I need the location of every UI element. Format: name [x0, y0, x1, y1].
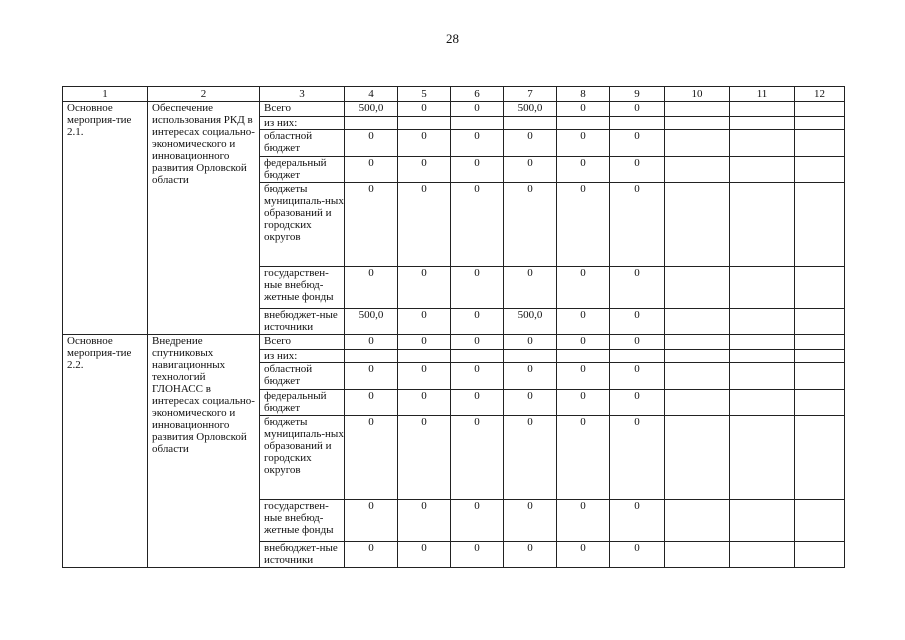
value-cell: 0	[398, 183, 451, 267]
header-row	[63, 87, 845, 102]
value-cell	[504, 350, 557, 363]
value-cell	[504, 117, 557, 130]
value-cell: 0	[557, 363, 610, 390]
value-cell	[345, 350, 398, 363]
empty-cell	[730, 117, 795, 130]
event-cell: Основное мероприя-тие 2.1.	[63, 102, 148, 335]
value-cell: 0	[504, 542, 557, 568]
empty-cell	[665, 183, 730, 267]
value-cell: 0	[557, 157, 610, 183]
value-cell: 0	[398, 267, 451, 309]
header-cell: 11	[730, 87, 795, 102]
value-cell: 0	[398, 500, 451, 542]
header-cell: 2	[148, 87, 260, 102]
value-cell: 0	[504, 130, 557, 157]
empty-cell	[795, 183, 845, 267]
value-cell: 0	[345, 157, 398, 183]
empty-cell	[730, 267, 795, 309]
header-cell: 10	[665, 87, 730, 102]
header-cell: 9	[610, 87, 665, 102]
value-cell: 0	[451, 309, 504, 335]
value-cell: 0	[557, 335, 610, 350]
source-cell: федеральный бюджет	[260, 157, 345, 183]
empty-cell	[795, 500, 845, 542]
empty-cell	[795, 130, 845, 157]
empty-cell	[730, 335, 795, 350]
value-cell: 0	[345, 183, 398, 267]
empty-cell	[665, 335, 730, 350]
value-cell: 0	[451, 335, 504, 350]
value-cell: 0	[398, 102, 451, 117]
value-cell: 0	[557, 542, 610, 568]
source-cell: Всего	[260, 102, 345, 117]
value-cell: 0	[345, 130, 398, 157]
empty-cell	[730, 542, 795, 568]
value-cell: 0	[398, 390, 451, 416]
value-cell: 0	[345, 390, 398, 416]
empty-cell	[795, 102, 845, 117]
table-row	[63, 102, 845, 117]
value-cell	[345, 117, 398, 130]
empty-cell	[730, 500, 795, 542]
value-cell	[557, 117, 610, 130]
empty-cell	[795, 542, 845, 568]
empty-cell	[795, 157, 845, 183]
empty-cell	[730, 390, 795, 416]
description-cell: Обеспечение использования РКД в интересах социально-экономического и инновационного развития Орловской области	[148, 102, 260, 335]
value-cell: 0	[610, 390, 665, 416]
empty-cell	[730, 416, 795, 500]
header-cell: 3	[260, 87, 345, 102]
value-cell	[610, 117, 665, 130]
empty-cell	[665, 309, 730, 335]
value-cell: 0	[557, 500, 610, 542]
empty-cell	[795, 267, 845, 309]
value-cell: 0	[451, 416, 504, 500]
value-cell	[451, 117, 504, 130]
value-cell: 0	[345, 542, 398, 568]
empty-cell	[730, 363, 795, 390]
header-cell: 1	[63, 87, 148, 102]
source-cell: государствен-ные внебюд-жетные фонды	[260, 267, 345, 309]
value-cell: 0	[504, 416, 557, 500]
source-cell: бюджеты муниципаль-ных образований и городских округов	[260, 183, 345, 267]
header-cell: 6	[451, 87, 504, 102]
empty-cell	[795, 117, 845, 130]
value-cell: 0	[451, 102, 504, 117]
empty-cell	[730, 102, 795, 117]
source-cell: государствен-ные внебюд-жетные фонды	[260, 500, 345, 542]
value-cell: 0	[398, 416, 451, 500]
page-number: 28	[446, 31, 459, 46]
empty-cell	[730, 350, 795, 363]
value-cell: 0	[345, 500, 398, 542]
value-cell: 0	[398, 335, 451, 350]
event-cell: Основное мероприя-тие 2.2.	[63, 335, 148, 568]
source-cell: федеральный бюджет	[260, 390, 345, 416]
value-cell: 0	[557, 267, 610, 309]
value-cell: 0	[451, 390, 504, 416]
value-cell	[398, 117, 451, 130]
empty-cell	[665, 416, 730, 500]
value-cell: 0	[451, 500, 504, 542]
value-cell: 0	[345, 335, 398, 350]
empty-cell	[665, 390, 730, 416]
value-cell: 0	[451, 157, 504, 183]
value-cell: 0	[557, 183, 610, 267]
value-cell: 0	[557, 390, 610, 416]
value-cell: 0	[557, 102, 610, 117]
empty-cell	[665, 117, 730, 130]
value-cell: 0	[610, 102, 665, 117]
empty-cell	[730, 157, 795, 183]
value-cell	[557, 350, 610, 363]
value-cell: 0	[345, 267, 398, 309]
source-cell: из них:	[260, 350, 345, 363]
header-cell: 4	[345, 87, 398, 102]
empty-cell	[795, 390, 845, 416]
value-cell: 0	[557, 416, 610, 500]
value-cell: 0	[610, 157, 665, 183]
empty-cell	[665, 157, 730, 183]
value-cell: 0	[610, 416, 665, 500]
empty-cell	[730, 309, 795, 335]
value-cell: 0	[398, 130, 451, 157]
value-cell: 0	[504, 157, 557, 183]
empty-cell	[795, 309, 845, 335]
value-cell: 0	[398, 542, 451, 568]
value-cell: 500,0	[504, 309, 557, 335]
value-cell: 0	[451, 130, 504, 157]
empty-cell	[795, 335, 845, 350]
budget-table	[62, 86, 845, 568]
header-cell: 8	[557, 87, 610, 102]
value-cell: 0	[398, 309, 451, 335]
empty-cell	[665, 500, 730, 542]
value-cell: 0	[451, 183, 504, 267]
header-cell: 7	[504, 87, 557, 102]
value-cell: 500,0	[345, 309, 398, 335]
source-cell: внебюджет-ные источники	[260, 309, 345, 335]
source-cell: из них:	[260, 117, 345, 130]
empty-cell	[730, 130, 795, 157]
empty-cell	[665, 267, 730, 309]
value-cell: 0	[345, 416, 398, 500]
value-cell: 0	[610, 363, 665, 390]
value-cell: 0	[610, 267, 665, 309]
value-cell: 500,0	[504, 102, 557, 117]
header-cell: 12	[795, 87, 845, 102]
value-cell	[610, 350, 665, 363]
source-cell: областной бюджет	[260, 130, 345, 157]
value-cell: 500,0	[345, 102, 398, 117]
value-cell: 0	[610, 130, 665, 157]
source-cell: бюджеты муниципаль-ных образований и городских округов	[260, 416, 345, 500]
value-cell: 0	[557, 130, 610, 157]
value-cell: 0	[398, 157, 451, 183]
value-cell: 0	[504, 363, 557, 390]
value-cell: 0	[504, 335, 557, 350]
value-cell: 0	[610, 542, 665, 568]
value-cell: 0	[557, 309, 610, 335]
empty-cell	[795, 416, 845, 500]
source-cell: Всего	[260, 335, 345, 350]
empty-cell	[665, 363, 730, 390]
value-cell	[451, 350, 504, 363]
empty-cell	[730, 183, 795, 267]
empty-cell	[665, 130, 730, 157]
empty-cell	[665, 542, 730, 568]
value-cell	[398, 350, 451, 363]
value-cell: 0	[610, 183, 665, 267]
value-cell: 0	[610, 309, 665, 335]
description-cell: Внедрение спутниковых навигационных технологий ГЛОНАСС в интересах социально-экономического и инновационного развития Орловской области	[148, 335, 260, 568]
value-cell: 0	[451, 267, 504, 309]
table-row	[63, 335, 845, 350]
value-cell: 0	[451, 363, 504, 390]
empty-cell	[795, 363, 845, 390]
value-cell: 0	[504, 390, 557, 416]
value-cell: 0	[504, 267, 557, 309]
value-cell: 0	[610, 500, 665, 542]
value-cell: 0	[398, 363, 451, 390]
source-cell: областной бюджет	[260, 363, 345, 390]
empty-cell	[665, 350, 730, 363]
source-cell: внебюджет-ные источники	[260, 542, 345, 568]
value-cell: 0	[504, 500, 557, 542]
value-cell: 0	[451, 542, 504, 568]
value-cell: 0	[345, 363, 398, 390]
header-cell: 5	[398, 87, 451, 102]
value-cell: 0	[504, 183, 557, 267]
empty-cell	[795, 350, 845, 363]
empty-cell	[665, 102, 730, 117]
value-cell: 0	[610, 335, 665, 350]
